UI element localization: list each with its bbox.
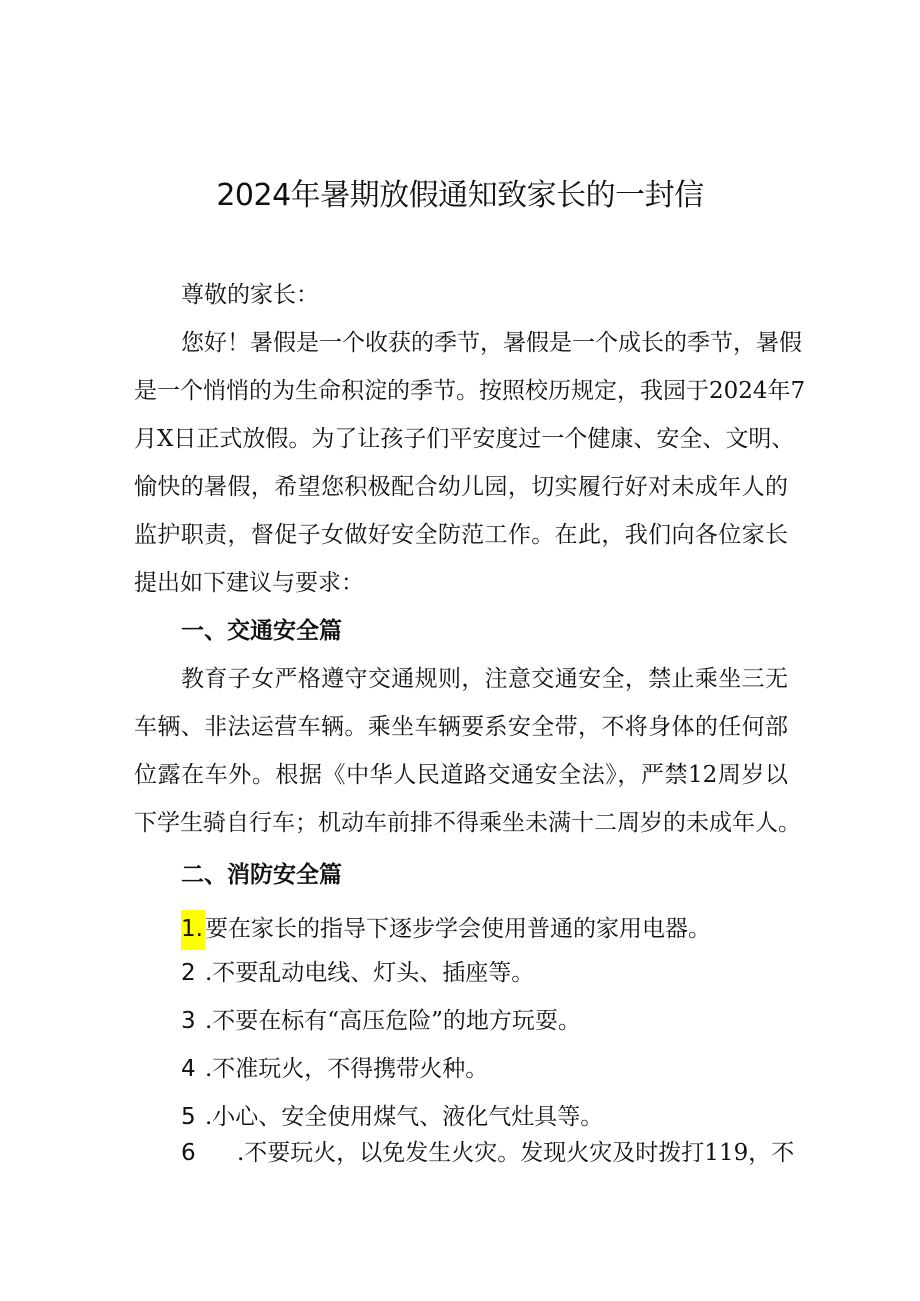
traffic-line-4: 下学生骑自行车；机动车前排不得乘坐未满十二周岁的未成年人。 xyxy=(134,810,801,836)
list-item xyxy=(181,1138,794,1168)
list-item-number: 5 xyxy=(181,1104,196,1130)
document-title: 2024年暑期放假通知致家长的一封信 xyxy=(216,178,704,213)
intro-line-6: 提出如下建议与要求： xyxy=(134,570,364,596)
list-item-text: .小心、安全使用煤气、液化气灶具等。 xyxy=(205,1104,604,1130)
intro-line-2: 是一个悄悄的为生命积淀的季节。按照校历规定，我园于2024年7 xyxy=(134,378,806,404)
list-item-number: 4 xyxy=(181,1056,196,1082)
list-item-text: .不要在标有“高压危险”的地方玩耍。 xyxy=(205,1008,581,1034)
list-item xyxy=(181,910,711,950)
list-item-text: 要在家长的指导下逐步学会使用普通的家用电器。 xyxy=(204,916,711,942)
traffic-line-3: 位露在车外。根据《中华人民道路交通安全法》，严禁12周岁以 xyxy=(134,762,788,788)
list-item-number: 1. xyxy=(181,910,205,950)
traffic-line-1: 教育子女严格遵守交通规则，注意交通安全，禁止乘坐三无 xyxy=(181,666,788,692)
list-item xyxy=(181,1006,581,1036)
list-item xyxy=(181,1102,603,1132)
list-item-text: .不准玩火，不得携带火种。 xyxy=(205,1056,489,1082)
section-heading-traffic: 一、交通安全篇 xyxy=(181,618,342,644)
list-item-text: .不要玩火，以免发生火灾。发现火灾及时拨打119，不 xyxy=(237,1140,795,1166)
list-item-number: 3 xyxy=(181,1008,196,1034)
intro-line-1: 您好！暑假是一个收获的季节，暑假是一个成长的季节，暑假 xyxy=(181,330,802,356)
list-item xyxy=(181,958,534,988)
list-item-text: .不要乱动电线、灯头、插座等。 xyxy=(205,960,535,986)
intro-line-4: 愉快的暑假，希望您积极配合幼儿园，切实履行好对未成年人的 xyxy=(134,474,788,500)
traffic-line-2: 车辆、非法运营车辆。乘坐车辆要系安全带，不将身体的任何部 xyxy=(134,714,788,740)
intro-line-3: 月X日正式放假。为了让孩子们平安度过一个健康、安全、文明、 xyxy=(134,426,795,452)
list-item xyxy=(181,1054,488,1084)
list-item-number: 6 xyxy=(181,1140,196,1166)
section-heading-fire: 二、消防安全篇 xyxy=(181,862,342,888)
list-item-number: 2 xyxy=(181,960,196,986)
intro-line-5: 监护职责，督促子女做好安全防范工作。在此，我们向各位家长 xyxy=(134,522,788,548)
salutation: 尊敬的家长： xyxy=(181,282,319,308)
